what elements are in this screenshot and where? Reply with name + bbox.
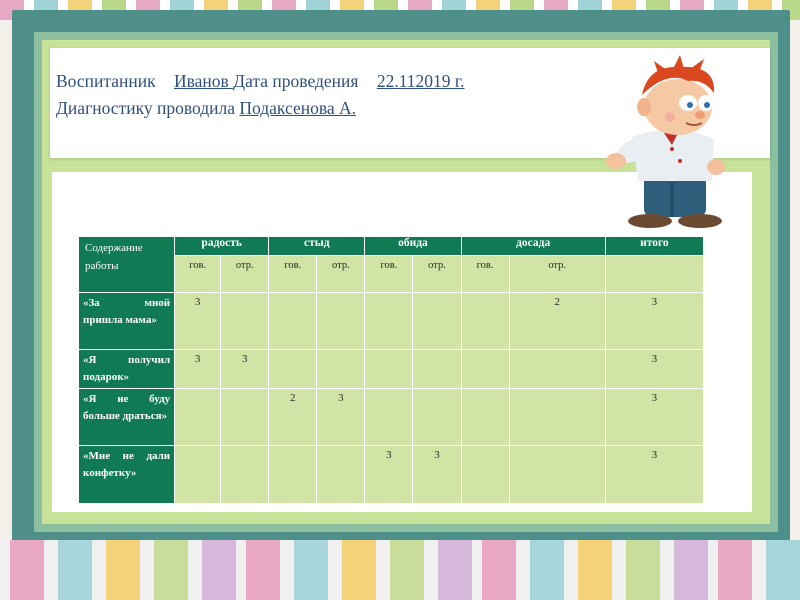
table-cell	[269, 349, 317, 388]
table-cell	[365, 389, 413, 445]
table-cell	[221, 445, 269, 503]
table-cell	[461, 349, 509, 388]
header-text	[56, 68, 616, 122]
table-cell	[461, 389, 509, 445]
table-cell	[269, 445, 317, 503]
table-body	[79, 293, 704, 504]
table-cell	[269, 293, 317, 349]
date-label: Дата проведения	[233, 71, 359, 91]
table-cell: 2	[269, 389, 317, 445]
pupil-name: Иванов	[173, 71, 234, 91]
table-cell: 3	[605, 349, 703, 388]
table-cell: 3	[605, 389, 703, 445]
content-header: Содержание работы	[79, 237, 175, 293]
row-label: «За мной пришла мама»	[79, 293, 175, 349]
group-header-joy: радость	[175, 237, 269, 256]
cartoon-boy-illustration	[588, 55, 748, 230]
table-cell	[413, 389, 461, 445]
table-cell	[413, 293, 461, 349]
table-cell	[317, 293, 365, 349]
table-cell	[509, 389, 605, 445]
table-row	[79, 389, 704, 445]
conductor-name: Подаксенова А.	[239, 98, 357, 118]
table-cell	[509, 349, 605, 388]
table-row	[79, 293, 704, 349]
table-cell	[221, 389, 269, 445]
table-row	[79, 349, 704, 388]
table-cell	[317, 349, 365, 388]
group-header-offense: обида	[365, 237, 461, 256]
sub-header: отр.	[221, 256, 269, 293]
bottom-decorative-band	[0, 540, 800, 600]
sub-header: отр.	[317, 256, 365, 293]
sub-header: гов.	[269, 256, 317, 293]
sub-header: гов.	[175, 256, 221, 293]
header-line-2	[56, 95, 616, 122]
table-cell: 3	[365, 445, 413, 503]
table-cell: 3	[605, 445, 703, 503]
sub-header: гов.	[365, 256, 413, 293]
table-cell	[413, 349, 461, 388]
table-cell: 2	[509, 293, 605, 349]
table-cell	[365, 349, 413, 388]
date-value: 22.112019 г.	[376, 71, 465, 91]
sub-header	[605, 256, 703, 293]
table-cell	[221, 293, 269, 349]
sub-header: отр.	[509, 256, 605, 293]
group-header-annoyance: досада	[461, 237, 605, 256]
sub-header: отр.	[413, 256, 461, 293]
pupil-label: Воспитанник	[56, 71, 156, 91]
table-cell: 3	[175, 293, 221, 349]
table-cell	[175, 389, 221, 445]
table-cell	[365, 293, 413, 349]
table-cell	[461, 445, 509, 503]
table-cell	[175, 445, 221, 503]
sub-header: гов.	[461, 256, 509, 293]
row-label: «Я не буду больше драться»	[79, 389, 175, 445]
table-cell	[317, 445, 365, 503]
table-cell: 3	[175, 349, 221, 388]
table-cell: 3	[221, 349, 269, 388]
row-label: «Мне не дали конфетку»	[79, 445, 175, 503]
row-label: «Я получил подарок»	[79, 349, 175, 388]
table-cell: 3	[413, 445, 461, 503]
group-header-shame: стыд	[269, 237, 365, 256]
table-cell	[461, 293, 509, 349]
table-cell: 3	[605, 293, 703, 349]
group-header-total: итого	[605, 237, 703, 256]
table-row	[79, 445, 704, 503]
conductor-label: Диагностику проводила	[56, 98, 235, 118]
header-line-1	[56, 68, 616, 95]
diagnostic-table	[78, 236, 704, 504]
table-cell	[509, 445, 605, 503]
table-cell: 3	[317, 389, 365, 445]
